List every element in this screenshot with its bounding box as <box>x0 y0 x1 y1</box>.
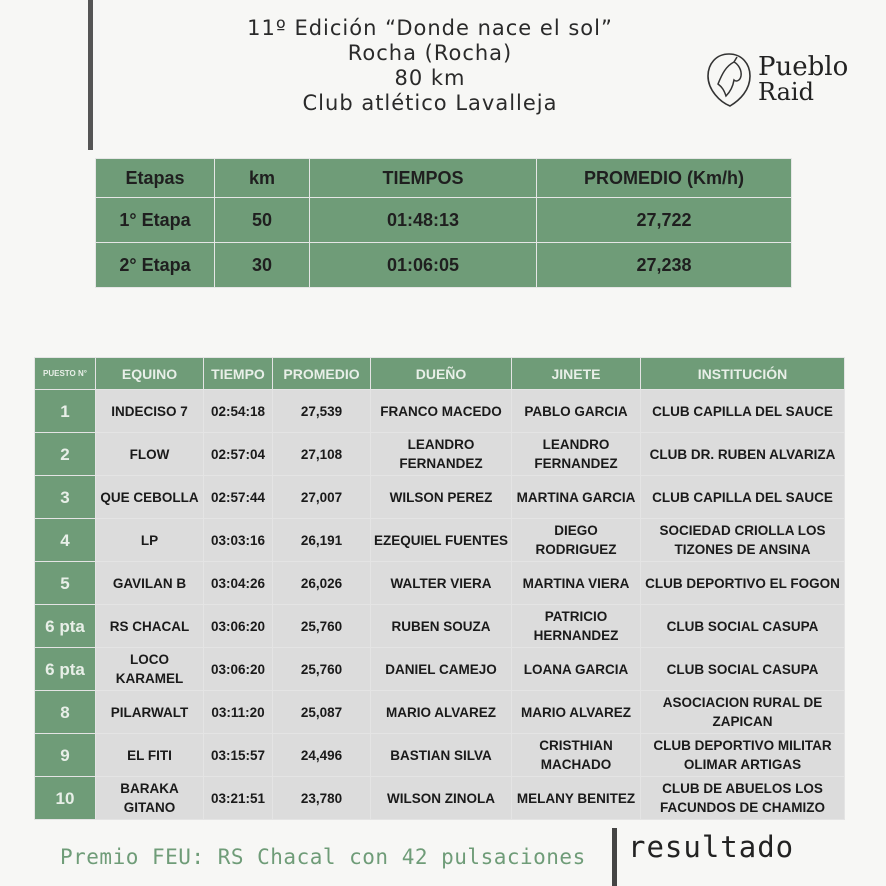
owner-cell: WILSON PEREZ <box>371 476 512 519</box>
stage-row <box>96 243 792 288</box>
horse-cell: LP <box>96 519 204 562</box>
col-tiempos: TIEMPOS <box>310 159 537 198</box>
pueblo-raid-logo <box>704 50 864 110</box>
results-row <box>35 562 845 605</box>
horse-cell: EL FITI <box>96 734 204 777</box>
position-cell: 9 <box>35 734 96 777</box>
rider-cell: LOANA GARCIA <box>512 648 641 691</box>
stage-name: 2° Etapa <box>96 243 215 288</box>
average-cell: 25,760 <box>273 605 371 648</box>
logo-text-raid: Raid <box>758 78 814 106</box>
average-cell: 27,007 <box>273 476 371 519</box>
time-cell: 03:03:16 <box>204 519 273 562</box>
owner-cell: DANIEL CAMEJO <box>371 648 512 691</box>
owner-cell: BASTIAN SILVA <box>371 734 512 777</box>
event-location: Rocha (Rocha) <box>347 41 513 65</box>
decorative-bar <box>612 828 617 886</box>
position-cell: 6 pta <box>35 605 96 648</box>
results-row <box>35 734 845 777</box>
position-cell: 1 <box>35 390 96 433</box>
time-cell: 03:04:26 <box>204 562 273 605</box>
col-etapas: Etapas <box>96 159 215 198</box>
stage-average: 27,238 <box>537 243 792 288</box>
rider-cell: DIEGO RODRIGUEZ <box>512 519 641 562</box>
owner-cell: MARIO ALVAREZ <box>371 691 512 734</box>
time-cell: 03:06:20 <box>204 648 273 691</box>
col-km: km <box>215 159 310 198</box>
horse-cell: BARAKA GITANO <box>96 777 204 820</box>
time-cell: 03:11:20 <box>204 691 273 734</box>
col-puesto: PUESTO N° <box>35 358 96 390</box>
time-cell: 03:21:51 <box>204 777 273 820</box>
results-row <box>35 519 845 562</box>
event-title: 11º Edición “Donde nace el sol” <box>247 16 613 40</box>
horse-cell: GAVILAN B <box>96 562 204 605</box>
rider-cell: MARTINA VIERA <box>512 562 641 605</box>
owner-cell: FRANCO MACEDO <box>371 390 512 433</box>
results-row <box>35 777 845 820</box>
col-promedio: PROMEDIO (Km/h) <box>537 159 792 198</box>
average-cell: 26,191 <box>273 519 371 562</box>
premio-feu-text: Premio FEU: RS Chacal con 42 pulsaciones <box>60 845 586 869</box>
stage-time: 01:48:13 <box>310 198 537 243</box>
owner-cell: WILSON ZINOLA <box>371 777 512 820</box>
owner-cell: RUBEN SOUZA <box>371 605 512 648</box>
horse-cell: QUE CEBOLLA <box>96 476 204 519</box>
institution-cell: CLUB SOCIAL CASUPA <box>641 648 845 691</box>
institution-cell: CLUB DE ABUELOS LOS FACUNDOS DE CHAMIZO <box>641 777 845 820</box>
results-row <box>35 605 845 648</box>
average-cell: 27,108 <box>273 433 371 476</box>
institution-cell: SOCIEDAD CRIOLLA LOS TIZONES DE ANSINA <box>641 519 845 562</box>
rider-cell: MARTINA GARCIA <box>512 476 641 519</box>
stage-row <box>96 198 792 243</box>
horse-cell: PILARWALT <box>96 691 204 734</box>
position-cell: 5 <box>35 562 96 605</box>
decorative-bar <box>88 0 93 150</box>
horse-cell: LOCO KARAMEL <box>96 648 204 691</box>
horse-cell: INDECISO 7 <box>96 390 204 433</box>
position-cell: 8 <box>35 691 96 734</box>
rider-cell: PATRICIO HERNANDEZ <box>512 605 641 648</box>
col-tiempo: TIEMPO <box>204 358 273 390</box>
results-row <box>35 476 845 519</box>
stages-table <box>95 158 792 288</box>
col-jinete: JINETE <box>512 358 641 390</box>
col-institucion: INSTITUCIÓN <box>641 358 845 390</box>
results-row <box>35 390 845 433</box>
institution-cell: CLUB DEPORTIVO EL FOGON <box>641 562 845 605</box>
col-dueno: DUEÑO <box>371 358 512 390</box>
owner-cell: LEANDRO FERNANDEZ <box>371 433 512 476</box>
position-cell: 4 <box>35 519 96 562</box>
time-cell: 02:54:18 <box>204 390 273 433</box>
stage-average: 27,722 <box>537 198 792 243</box>
rider-cell: LEANDRO FERNANDEZ <box>512 433 641 476</box>
institution-cell: CLUB CAPILLA DEL SAUCE <box>641 390 845 433</box>
time-cell: 02:57:44 <box>204 476 273 519</box>
rider-cell: CRISTHIAN MACHADO <box>512 734 641 777</box>
event-header <box>200 16 660 116</box>
average-cell: 27,539 <box>273 390 371 433</box>
logo-text-pueblo: Pueblo <box>758 52 849 82</box>
institution-cell: CLUB CAPILLA DEL SAUCE <box>641 476 845 519</box>
results-table <box>34 357 845 820</box>
average-cell: 24,496 <box>273 734 371 777</box>
horse-cell: RS CHACAL <box>96 605 204 648</box>
institution-cell: ASOCIACION RURAL DE ZAPICAN <box>641 691 845 734</box>
stage-name: 1° Etapa <box>96 198 215 243</box>
institution-cell: CLUB DR. RUBEN ALVARIZA <box>641 433 845 476</box>
average-cell: 25,087 <box>273 691 371 734</box>
resultado-label: resultado <box>628 830 795 864</box>
rider-cell: MARIO ALVAREZ <box>512 691 641 734</box>
results-row <box>35 648 845 691</box>
stage-time: 01:06:05 <box>310 243 537 288</box>
stages-header-row <box>96 159 792 198</box>
results-header-row <box>35 358 845 390</box>
stage-km: 30 <box>215 243 310 288</box>
stage-km: 50 <box>215 198 310 243</box>
average-cell: 25,760 <box>273 648 371 691</box>
rider-cell: MELANY BENITEZ <box>512 777 641 820</box>
position-cell: 6 pta <box>35 648 96 691</box>
horse-head-logo-icon <box>704 50 754 108</box>
position-cell: 2 <box>35 433 96 476</box>
position-cell: 3 <box>35 476 96 519</box>
results-row <box>35 433 845 476</box>
time-cell: 03:06:20 <box>204 605 273 648</box>
owner-cell: EZEQUIEL FUENTES <box>371 519 512 562</box>
time-cell: 02:57:04 <box>204 433 273 476</box>
event-club: Club atlético Lavalleja <box>302 91 558 115</box>
institution-cell: CLUB DEPORTIVO MILITAR OLIMAR ARTIGAS <box>641 734 845 777</box>
horse-cell: FLOW <box>96 433 204 476</box>
institution-cell: CLUB SOCIAL CASUPA <box>641 605 845 648</box>
position-cell: 10 <box>35 777 96 820</box>
col-promedio: PROMEDIO <box>273 358 371 390</box>
time-cell: 03:15:57 <box>204 734 273 777</box>
average-cell: 26,026 <box>273 562 371 605</box>
rider-cell: PABLO GARCIA <box>512 390 641 433</box>
col-equino: EQUINO <box>96 358 204 390</box>
results-row <box>35 691 845 734</box>
average-cell: 23,780 <box>273 777 371 820</box>
owner-cell: WALTER VIERA <box>371 562 512 605</box>
event-distance: 80 km <box>394 66 466 90</box>
